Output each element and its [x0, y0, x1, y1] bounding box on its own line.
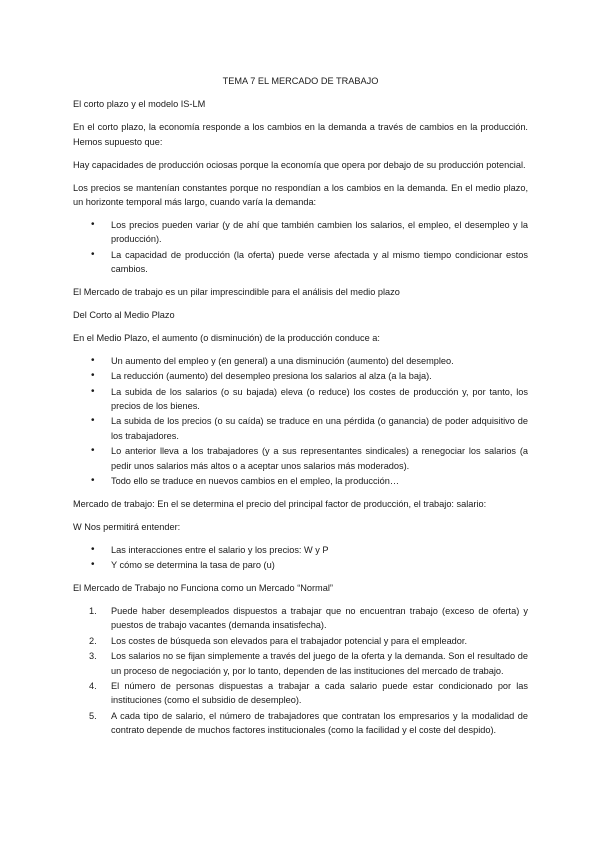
list-item: • Un aumento del empleo y (en general) a una disminución (aumento) del desempleo. [111, 354, 528, 368]
document-title: TEMA 7 EL MERCADO DE TRABAJO [222, 76, 379, 86]
document-page [73, 74, 528, 746]
list-item-text: Los costes de búsqueda son elevados para el trabajador potencial y para el empleador. [111, 635, 467, 646]
list-item-text: Puede haber desempleados dispuestos a trabajar que no encuentran trabajo (exceso de oferta) y puestos de trabajo vacantes (demanda insatisfecha). [111, 605, 528, 631]
list-item [89, 679, 528, 708]
list-number: 3. [89, 651, 97, 662]
list-item: • Los precios pueden variar (y de ahí que también cambien los salarios, el empleo, el desempleo y la producción). [111, 218, 528, 247]
list-item: • La capacidad de producción (la oferta) puede verse afectada y al mismo tiempo condicionar estos cambios. [111, 248, 528, 277]
list-item-text: Los salarios no se fijan simplemente a través del juego de la oferta y la demanda. Son el resultado de un proceso de negociación y, por lo tanto, dependen de las instituciones del mercado de trabajo. [111, 651, 528, 676]
paragraph-4: El Mercado de trabajo es un pilar imprescindible para el análisis del medio plazo [73, 286, 400, 297]
list-number: 4. [89, 680, 97, 691]
list-item-text: El número de personas dispuestas a trabajar a cada salario puede estar condicionado por las instituciones (como el subsidio de desempleo). [111, 680, 528, 706]
numbered-list-labor-market [73, 604, 528, 738]
paragraph-1: En el corto plazo, la economía responde a los cambios en la demanda a través de cambios en la producción. Hemos supuesto que: [73, 122, 528, 147]
paragraph-2: Hay capacidades de producción ociosas porque la economía que opera por debajo de su producción potencial. [73, 159, 526, 170]
list-item [89, 649, 528, 678]
list-item: • Las interacciones entre el salario y los precios: W y P [111, 543, 528, 557]
list-number: 1. [89, 605, 97, 616]
list-item [89, 604, 528, 633]
section-heading-mercado-normal: El Mercado de Trabajo no Funciona como un Mercado “Normal” [73, 582, 333, 593]
list-item: • La reducción (aumento) del desempleo presiona los salarios al alza (a la baja). [111, 369, 528, 383]
list-item [89, 709, 528, 738]
paragraph-7: W Nos permitirá entender: [73, 521, 181, 532]
paragraph-5: En el Medio Plazo, el aumento (o disminución) de la producción conduce a: [73, 332, 380, 343]
section-heading-is-lm: El corto plazo y el modelo IS-LM [73, 99, 206, 110]
list-item: • Todo ello se traduce en nuevos cambios en el empleo, la producción… [111, 474, 528, 488]
list-item: • Lo anterior lleva a los trabajadores (y a sus representantes sindicales) a renegociar los salarios (a pedir unos salarios más altos o a aceptar unos salarios más moderados). [111, 444, 528, 473]
section-heading-corto-medio: Del Corto al Medio Plazo [73, 309, 175, 320]
paragraph-3: Los precios se mantenían constantes porque no respondían a los cambios en la demanda. En el medio plazo, un horizonte temporal más largo, cuando varía la demanda: [73, 182, 528, 207]
bullet-list-understand [73, 543, 528, 573]
bullet-list-effects [73, 354, 528, 489]
list-number: 5. [89, 710, 97, 721]
paragraph-6: Mercado de trabajo: En el se determina el precio del principal factor de producción, el trabajo: salario: [73, 498, 487, 509]
list-item: • La subida de los precios (o su caída) se traduce en una pérdida (o ganancia) de poder adquisitivo de los trabajadores. [111, 414, 528, 443]
list-item: • Y cómo se determina la tasa de paro (u) [111, 558, 528, 572]
list-item-text: A cada tipo de salario, el número de trabajadores que contratan los empresarios y la modalidad de contrato depende de muchos factores institucionales (como la facilidad y el coste del despido). [111, 710, 528, 736]
list-item: • La subida de los salarios (o su bajada) eleva (o reduce) los costes de producción y, por tanto, los precios de los bienes. [111, 385, 528, 414]
list-number: 2. [89, 635, 97, 646]
bullet-list-medium-term [73, 218, 528, 277]
list-item [89, 634, 528, 648]
